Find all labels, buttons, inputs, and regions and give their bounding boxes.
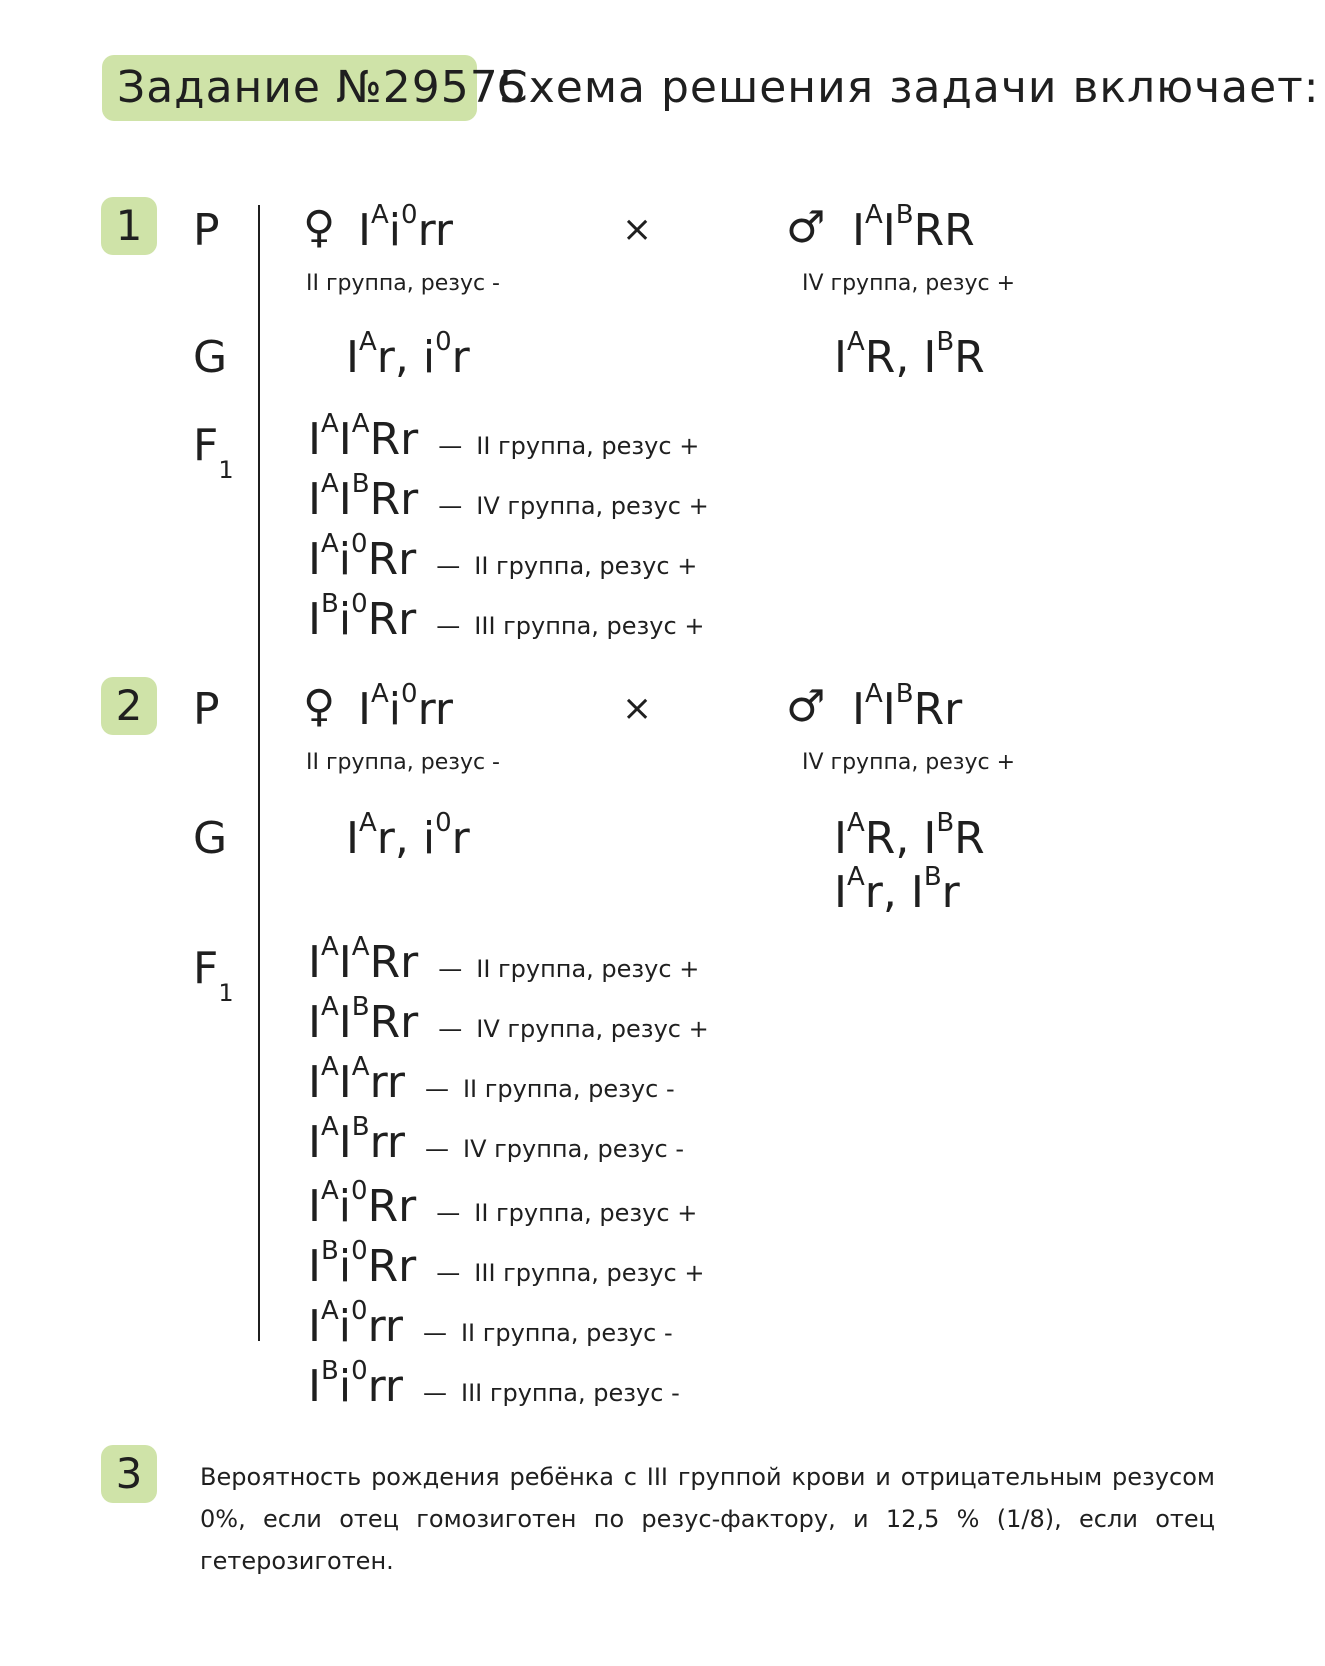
offspring-label: $F_1$ (193, 943, 234, 1007)
offspring-row: $I^AI^BRr$ — IV группа, резус + (308, 992, 709, 1048)
offspring-row: $I^Ai^0rr$ — II группа, резус - (308, 1296, 673, 1352)
task-number: Задание №29575 (117, 62, 528, 113)
father-genotype: $I^AI^BRR$ (852, 200, 975, 256)
offspring-row: $I^Bi^0Rr$ — III группа, резус + (308, 1236, 705, 1292)
father-gametes: $I^Ar$, $I^Br$ (834, 862, 960, 918)
step-badge-1: 1 (101, 197, 157, 255)
offspring-row: $I^AI^Brr$ — IV группа, резус - (308, 1112, 684, 1168)
offspring-row: $I^AI^Arr$ — II группа, резус - (308, 1052, 675, 1108)
step-badge-3: 3 (101, 1445, 157, 1503)
mother-gametes: $I^Ar$, $i^0r$ (346, 327, 470, 383)
offspring-row: $I^Bi^0rr$ — III группа, резус - (308, 1356, 680, 1412)
father-genotype: $I^AI^BRr$ (852, 679, 963, 735)
gametes-label: G (193, 813, 228, 864)
cross-symbol: × (622, 209, 653, 250)
father-gametes: $I^AR$, $I^BR$ (834, 808, 985, 864)
offspring-row: $I^Ai^0Rr$ — II группа, резус + (308, 529, 698, 585)
mother-phenotype: II группа, резус - (306, 271, 500, 296)
offspring-row: $I^AI^ARr$ — II группа, резус + (308, 409, 700, 465)
parents-label: P (193, 684, 220, 735)
page-title: Схема решения задачи включает: (497, 62, 1320, 113)
scheme-divider (258, 205, 260, 1341)
father-gametes: $I^AR$, $I^BR$ (834, 327, 985, 383)
male-icon: ♂ (786, 202, 826, 253)
male-icon: ♂ (786, 681, 826, 732)
parents-label: P (193, 205, 220, 256)
mother-genotype: $I^Ai^0rr$ (358, 200, 453, 256)
step-badge-2: 2 (101, 677, 157, 735)
mother-genotype: $I^Ai^0rr$ (358, 679, 453, 735)
female-icon: ♀ (303, 202, 336, 253)
father-phenotype: IV группа, резус + (802, 271, 1016, 296)
mother-gametes: $I^Ar$, $i^0r$ (346, 808, 470, 864)
offspring-row: $I^Ai^0Rr$ — II группа, резус + (308, 1176, 698, 1232)
gametes-label: G (193, 332, 228, 383)
father-phenotype: IV группа, резус + (802, 750, 1016, 775)
offspring-row: $I^Bi^0Rr$ — III группа, резус + (308, 589, 705, 645)
cross-symbol: × (622, 688, 653, 729)
offspring-label: $F_1$ (193, 420, 234, 484)
mother-phenotype: II группа, резус - (306, 750, 500, 775)
offspring-row: $I^AI^BRr$ — IV группа, резус + (308, 469, 709, 525)
offspring-row: $I^AI^ARr$ — II группа, резус + (308, 932, 700, 988)
female-icon: ♀ (303, 681, 336, 732)
answer-text: Вероятность рождения ребёнка с III группой крови и отрицательным резусом 0%, если отец гомозиготен по резус-фактору, и 12,5 % (1/8), если отец гетерозиготен. (200, 1463, 1215, 1575)
